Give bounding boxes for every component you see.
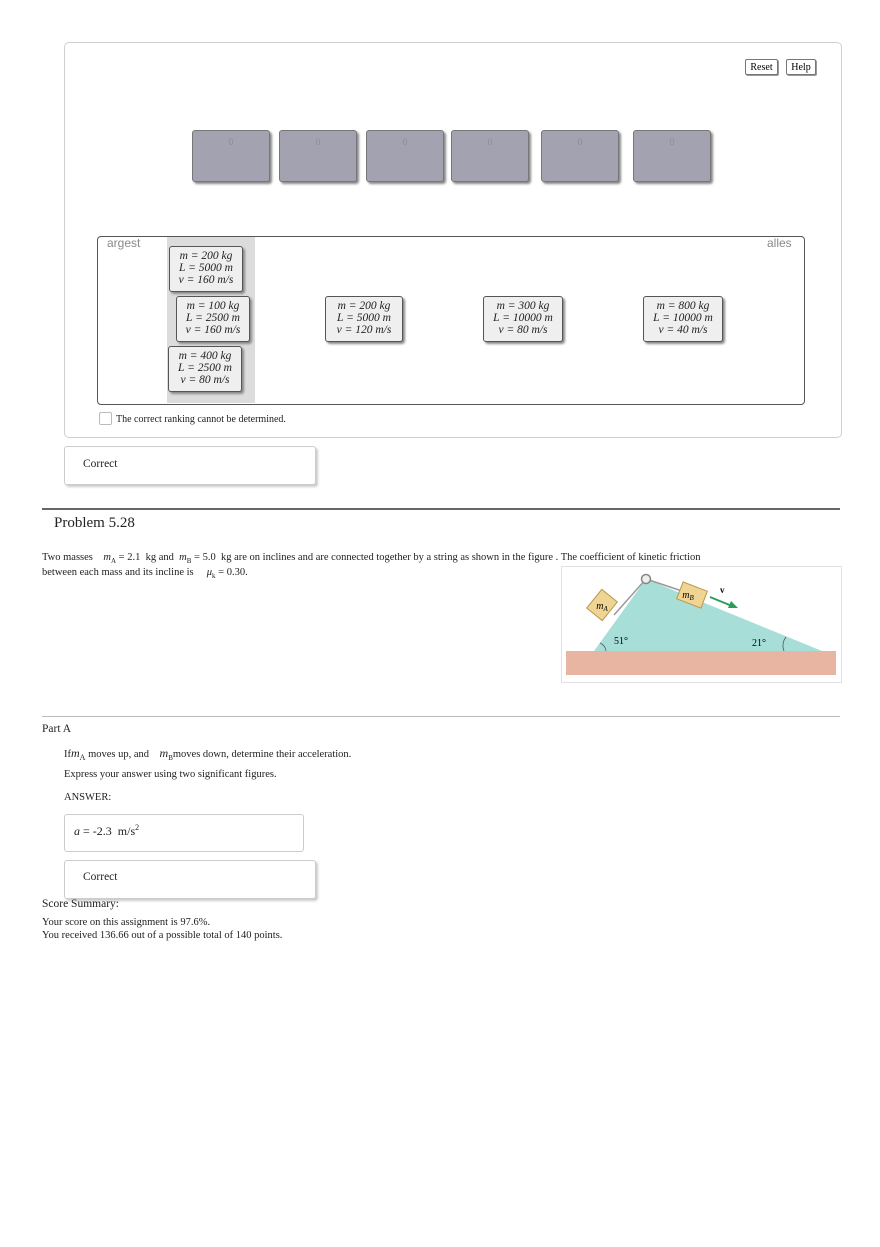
- ranking-card[interactable]: m = 200 kg L = 5000 m v = 160 m/s: [169, 246, 243, 292]
- score-line-1: Your score on this assignment is 97.6%.: [42, 917, 211, 928]
- velocity-arrowhead: [728, 601, 738, 608]
- reset-button[interactable]: Reset: [745, 59, 778, 75]
- ranking-slot-5[interactable]: 0: [541, 130, 619, 182]
- incline-figure: [561, 566, 842, 683]
- answer-expression: a = -2.3 $m/s^2$: [74, 823, 140, 838]
- ranking-card[interactable]: m = 300 kg L = 10000 m v = 80 m/s: [483, 296, 563, 342]
- part-a-instruction: Express your answer using two significant figures.: [64, 769, 277, 780]
- velocity-arrow: [710, 597, 732, 606]
- cannot-determine-checkbox[interactable]: [99, 412, 112, 425]
- ranking-card[interactable]: m = 800 kg L = 10000 m v = 40 m/s: [643, 296, 723, 342]
- ranking-card[interactable]: m = 100 kg L = 2500 m v = 160 m/s: [176, 296, 250, 342]
- part-divider: [42, 716, 840, 717]
- answer-value: -2.3: [92, 824, 112, 838]
- svg-text:mB: $m_B$: [682, 590, 694, 602]
- part-a-title: Part A: [42, 723, 72, 735]
- ground: [566, 651, 836, 675]
- ranking-slot-4[interactable]: 0: [451, 130, 529, 182]
- part-a-feedback-text: Correct: [83, 871, 118, 883]
- angle-left-label: 51°: [614, 636, 628, 647]
- problem-title: Problem 5.28: [54, 515, 135, 531]
- help-button[interactable]: Help: [786, 59, 816, 75]
- cannot-determine-label: The correct ranking cannot be determined.: [116, 414, 286, 425]
- ranking-card[interactable]: m = 400 kg L = 2500 m v = 80 m/s: [168, 346, 242, 392]
- velocity-label: v: [720, 585, 725, 595]
- problem-statement-line-1: Two masses $m_A = 2.1$ kg and $m_B = 5.0$ kg are on inclines and are connected together by a string as shown in the figure . The coefficient of kinetic friction: [42, 552, 701, 566]
- incline-diagram: [562, 567, 841, 682]
- ranking-feedback-text: Correct: [83, 458, 118, 470]
- answer-label: ANSWER:: [64, 792, 112, 803]
- part-a-question: Ifm$_A$ moves up, and $m_Bmoves$ down, determine their acceleration.: [64, 746, 352, 763]
- score-line-2: You received 136.66 out of a possible total of 140 points.: [42, 930, 283, 941]
- angle-right-label: 21°: [752, 638, 766, 649]
- svg-text:mA: $m_A$: [596, 601, 608, 613]
- problem-statement-line-2: between each mass and its incline is $\mu_k = 0.30$.: [42, 567, 248, 581]
- ranking-slot-2[interactable]: 0: [279, 130, 357, 182]
- ranking-card[interactable]: m = 200 kg L = 5000 m v = 120 m/s: [325, 296, 403, 342]
- pulley-icon: [642, 575, 651, 584]
- score-summary-title: Score Summary:: [42, 898, 119, 910]
- ranking-slot-1[interactable]: 0: [192, 130, 270, 182]
- answer-unit: m/s: [117, 824, 136, 838]
- section-divider: [42, 508, 840, 510]
- largest-label: argest: [107, 236, 141, 250]
- incline-wedge: [594, 579, 822, 651]
- ranking-slot-3[interactable]: 0: [366, 130, 444, 182]
- smallest-label: alles: [767, 236, 792, 250]
- ranking-slot-6[interactable]: 0: [633, 130, 711, 182]
